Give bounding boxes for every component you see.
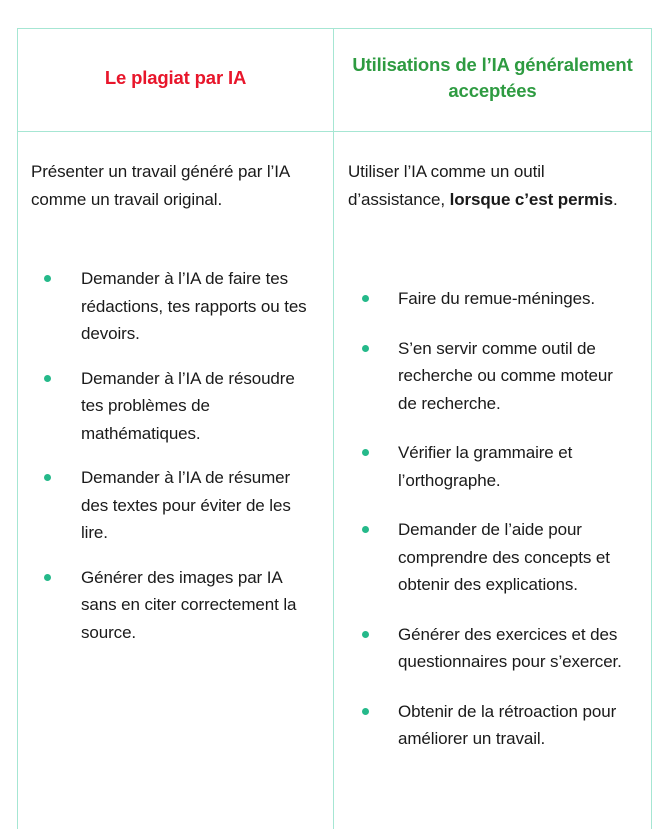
list-item [348, 698, 631, 753]
list-item-text: Générer des images par IA sans en citer correctement la source. [81, 567, 297, 642]
list-item [348, 285, 631, 313]
bullet-dot-icon [362, 295, 369, 302]
plagiat-content [18, 132, 333, 656]
column-header-plagiat [18, 29, 334, 132]
list-item [31, 464, 317, 547]
list-item-text: Vérifier la grammaire et l’orthographe. [398, 443, 573, 490]
bullet-dot-icon [362, 345, 369, 352]
bullet-dot-icon [44, 574, 51, 581]
bullet-dot-icon [44, 275, 51, 282]
plagiat-bullet-list [31, 265, 317, 646]
acceptees-intro-bold: lorsque c’est permis [449, 189, 613, 209]
acceptees-intro-prefix: Utiliser l’IA comme un outil d’assistance, [348, 162, 545, 209]
plagiat-intro-paragraph [31, 158, 317, 213]
bullet-dot-icon [362, 708, 369, 715]
list-item-text: Demander à l’IA de résumer des textes pour éviter de les lire. [81, 468, 291, 543]
list-item [348, 516, 631, 599]
column-header-plagiat-text: Le plagiat par IA [104, 66, 247, 88]
acceptees-intro-suffix: . [612, 189, 618, 209]
comparison-table [17, 28, 652, 829]
table-header [18, 29, 652, 132]
acceptees-content [334, 132, 651, 785]
column-header-acceptees-text: Utilisations de l’IA généralement acceptées [352, 53, 633, 101]
list-item-text: S’en servir comme outil de recherche ou comme moteur de recherche. [398, 338, 613, 413]
column-header-acceptees [334, 29, 652, 132]
table-body-row [18, 132, 652, 829]
list-item-text: Demander à l’IA de faire tes rédactions, tes rapports ou tes devoirs. [81, 269, 307, 344]
list-item-text: Demander à l’IA de résoudre tes problèmes de mathématiques. [81, 368, 295, 443]
bullet-dot-icon [44, 474, 51, 481]
list-item [348, 439, 631, 494]
list-item-text: Obtenir de la rétroaction pour améliorer un travail. [398, 701, 617, 749]
table-header-row [18, 29, 652, 132]
table-body [18, 132, 652, 829]
bullet-dot-icon [362, 631, 369, 638]
column-cell-plagiat [18, 132, 334, 829]
acceptees-intro-paragraph [348, 158, 631, 213]
list-item-text: Demander de l’aide pour comprendre des concepts et obtenir des explications. [398, 520, 610, 595]
bullet-dot-icon [362, 449, 369, 456]
list-item-text: Générer des exercices et des questionnaires pour s’exercer. [398, 624, 622, 672]
plagiat-intro-prefix: Présenter un travail généré par l’IA comme un travail original. [31, 162, 290, 209]
list-item-text: Faire du remue-méninges. [398, 289, 595, 309]
acceptees-bullet-list [348, 285, 631, 753]
list-item [348, 621, 631, 676]
list-item [348, 335, 631, 418]
bullet-dot-icon [44, 375, 51, 382]
list-item [31, 365, 317, 448]
bullet-dot-icon [362, 526, 369, 533]
list-item [31, 564, 317, 647]
list-item [31, 265, 317, 348]
column-cell-acceptees [334, 132, 652, 829]
